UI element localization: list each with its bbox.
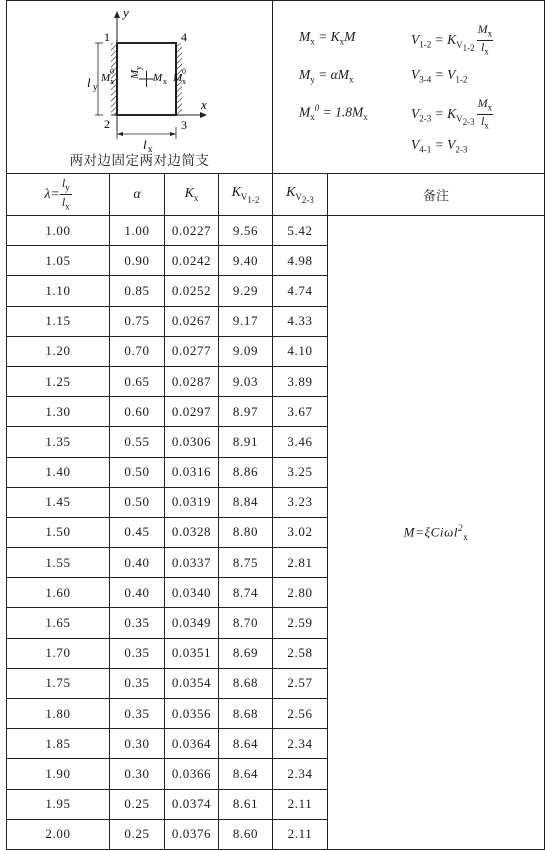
cell-kv12: 8.91: [219, 427, 273, 457]
cell-kx: 0.0354: [165, 668, 219, 698]
cell-lambda: 1.90: [7, 759, 110, 789]
cell-kx: 0.0277: [165, 336, 219, 366]
cell-kv23: 3.23: [273, 487, 328, 517]
svg-text:x: x: [182, 77, 186, 86]
cell-kv23: 4.10: [273, 336, 328, 366]
cell-kv23: 3.67: [273, 397, 328, 427]
header-alpha: α: [110, 174, 165, 216]
plate-diagram-cell: [7, 1, 273, 174]
svg-text:y: y: [93, 82, 98, 92]
cell-kv23: 2.80: [273, 578, 328, 608]
cell-kv23: 2.11: [273, 819, 328, 849]
cell-kv23: 3.46: [273, 427, 328, 457]
cell-lambda: 1.50: [7, 517, 110, 547]
axis-y-label: y: [123, 5, 129, 20]
cell-kv23: 2.11: [273, 789, 328, 819]
cell-lambda: 1.10: [7, 276, 110, 306]
cell-kx: 0.0287: [165, 366, 219, 396]
notes-formula: M=ξCiωl: [403, 524, 459, 540]
moment-left-label: M: [101, 72, 111, 84]
cell-alpha: 0.75: [110, 306, 165, 336]
cell-kv12: 9.56: [219, 216, 273, 246]
cell-alpha: 0.85: [110, 276, 165, 306]
cell-kv12: 9.40: [219, 246, 273, 276]
cell-kv12: 8.69: [219, 638, 273, 668]
cell-kv12: 8.75: [219, 548, 273, 578]
cell-alpha: 0.25: [110, 789, 165, 819]
cell-lambda: 1.65: [7, 608, 110, 638]
cell-alpha: 0.55: [110, 427, 165, 457]
cell-lambda: 1.40: [7, 457, 110, 487]
cell-kv23: 5.42: [273, 216, 328, 246]
cell-kx: 0.0306: [165, 427, 219, 457]
cell-kv23: 3.25: [273, 457, 328, 487]
cell-lambda: 1.00: [7, 216, 110, 246]
cell-alpha: 0.30: [110, 729, 165, 759]
cell-lambda: 1.15: [7, 306, 110, 336]
cell-kx: 0.0297: [165, 397, 219, 427]
cell-alpha: 0.45: [110, 517, 165, 547]
cell-kx: 0.0252: [165, 276, 219, 306]
cell-kv12: 8.68: [219, 699, 273, 729]
cell-alpha: 0.30: [110, 759, 165, 789]
x-axis-arrow: [200, 112, 207, 118]
formula-my: $M_y = \alpha M_x$: [299, 67, 354, 85]
cell-kv23: 2.58: [273, 638, 328, 668]
cell-kv23: 4.74: [273, 276, 328, 306]
corner-2-label: 2: [104, 117, 110, 131]
cell-alpha: 0.25: [110, 819, 165, 849]
cell-kv12: 8.64: [219, 759, 273, 789]
cell-kv12: 8.61: [219, 789, 273, 819]
cell-kv23: 2.57: [273, 668, 328, 698]
svg-text:x: x: [163, 77, 167, 86]
cell-kx: 0.0376: [165, 819, 219, 849]
cell-alpha: 0.90: [110, 246, 165, 276]
cell-lambda: 1.55: [7, 548, 110, 578]
formula-cell: [273, 1, 545, 174]
cell-kx: 0.0267: [165, 306, 219, 336]
cell-lambda: 1.95: [7, 789, 110, 819]
cell-kx: 0.0340: [165, 578, 219, 608]
ly-label: l: [87, 75, 91, 90]
cell-alpha: 0.35: [110, 668, 165, 698]
cell-kv12: 8.68: [219, 668, 273, 698]
formula-mx: $M_x = K_xM$: [299, 29, 356, 47]
cell-kv12: 8.97: [219, 397, 273, 427]
cell-kv12: 9.29: [219, 276, 273, 306]
cell-alpha: 0.65: [110, 366, 165, 396]
formula-v12: $V_{1-2} = K_{V_{1-2}}$ $\frac{M_x}{l_x}$: [411, 22, 493, 57]
cell-alpha: 0.35: [110, 608, 165, 638]
cell-lambda: 1.85: [7, 729, 110, 759]
cell-alpha: 0.35: [110, 699, 165, 729]
svg-text:0: 0: [182, 67, 186, 76]
cell-lambda: 1.20: [7, 336, 110, 366]
cell-kv12: 9.09: [219, 336, 273, 366]
header-kv12: $K_{V_{1-2}}$: [219, 174, 273, 216]
cell-lambda: 1.70: [7, 638, 110, 668]
cell-alpha: 1.00: [110, 216, 165, 246]
cell-kx: 0.0349: [165, 608, 219, 638]
cell-kv23: 3.89: [273, 366, 328, 396]
formula-v23: $V_{2-3} = K_{V_{2-3}}$ $\frac{M_x}{l_x}$: [411, 96, 493, 131]
cell-kx: 0.0319: [165, 487, 219, 517]
cell-lambda: 1.35: [7, 427, 110, 457]
cell-alpha: 0.50: [110, 487, 165, 517]
cell-kx: 0.0328: [165, 517, 219, 547]
coefficient-table: [6, 0, 545, 850]
cell-kv12: 9.03: [219, 366, 273, 396]
cell-kv12: 8.74: [219, 578, 273, 608]
cell-lambda: 2.00: [7, 819, 110, 849]
formula-v41: $V_{4-1} = V_{2-3}$: [411, 137, 468, 155]
svg-text:x: x: [110, 77, 114, 86]
cell-kx: 0.0337: [165, 548, 219, 578]
svg-text:x: x: [148, 144, 153, 154]
moment-vertical-label: M: [129, 69, 141, 79]
cell-kv12: 8.64: [219, 729, 273, 759]
notes-cell: M=ξCiωl$^2_x$: [328, 216, 545, 850]
y-axis-arrow: [114, 11, 120, 18]
cell-kv23: 2.81: [273, 548, 328, 578]
cell-alpha: 0.40: [110, 548, 165, 578]
cell-kv23: 4.33: [273, 306, 328, 336]
cell-kv12: 8.60: [219, 819, 273, 849]
corner-3-label: 3: [181, 118, 187, 132]
cell-kx: 0.0366: [165, 759, 219, 789]
cell-alpha: 0.50: [110, 457, 165, 487]
cell-kv23: 2.56: [273, 699, 328, 729]
plate-diagram: [7, 1, 273, 173]
diagram-caption: 两对边固定两对边简支: [69, 153, 210, 169]
cell-kv12: 8.70: [219, 608, 273, 638]
header-notes: 备注: [328, 174, 545, 216]
cell-alpha: 0.40: [110, 578, 165, 608]
cell-kv12: 9.17: [219, 306, 273, 336]
moment-center-label: M: [153, 72, 163, 84]
svg-text:y: y: [134, 66, 143, 70]
cell-kv23: 2.59: [273, 608, 328, 638]
cell-kv12: 8.80: [219, 517, 273, 547]
cell-lambda: 1.05: [7, 246, 110, 276]
lx-label: l: [143, 137, 147, 152]
cell-lambda: 1.25: [7, 366, 110, 396]
cell-kx: 0.0374: [165, 789, 219, 819]
formula-m0: $M_x^0 = 1.8M_x$: [299, 103, 368, 123]
cell-kv23: 3.02: [273, 517, 328, 547]
cell-kx: 0.0242: [165, 246, 219, 276]
cell-kv12: 8.86: [219, 457, 273, 487]
header-lambda: λ= $\frac{l_y}{l_x}$: [7, 174, 110, 216]
moment-right-label: M: [173, 72, 183, 84]
cell-alpha: 0.60: [110, 397, 165, 427]
cell-lambda: 1.75: [7, 668, 110, 698]
corner-1-label: 1: [104, 30, 110, 44]
cell-kx: 0.0227: [165, 216, 219, 246]
cell-kv23: 4.98: [273, 246, 328, 276]
svg-text:0: 0: [110, 67, 114, 76]
cell-kv23: 2.34: [273, 729, 328, 759]
cell-kv23: 2.34: [273, 759, 328, 789]
header-kv23: $K_{V_{2-3}}$: [273, 174, 328, 216]
cell-kx: 0.0356: [165, 699, 219, 729]
corner-4-label: 4: [181, 30, 187, 44]
cell-alpha: 0.35: [110, 638, 165, 668]
cell-lambda: 1.80: [7, 699, 110, 729]
cell-alpha: 0.70: [110, 336, 165, 366]
cell-lambda: 1.60: [7, 578, 110, 608]
table-row: [7, 216, 545, 246]
formula-v34: $V_{3-4} = V_{1-2}$: [411, 67, 468, 85]
axis-x-label: x: [201, 97, 207, 112]
cell-lambda: 1.45: [7, 487, 110, 517]
cell-kv12: 8.84: [219, 487, 273, 517]
cell-lambda: 1.30: [7, 397, 110, 427]
cell-kx: 0.0316: [165, 457, 219, 487]
cell-kx: 0.0364: [165, 729, 219, 759]
header-kx: $K_x$: [165, 174, 219, 216]
cell-kx: 0.0351: [165, 638, 219, 668]
